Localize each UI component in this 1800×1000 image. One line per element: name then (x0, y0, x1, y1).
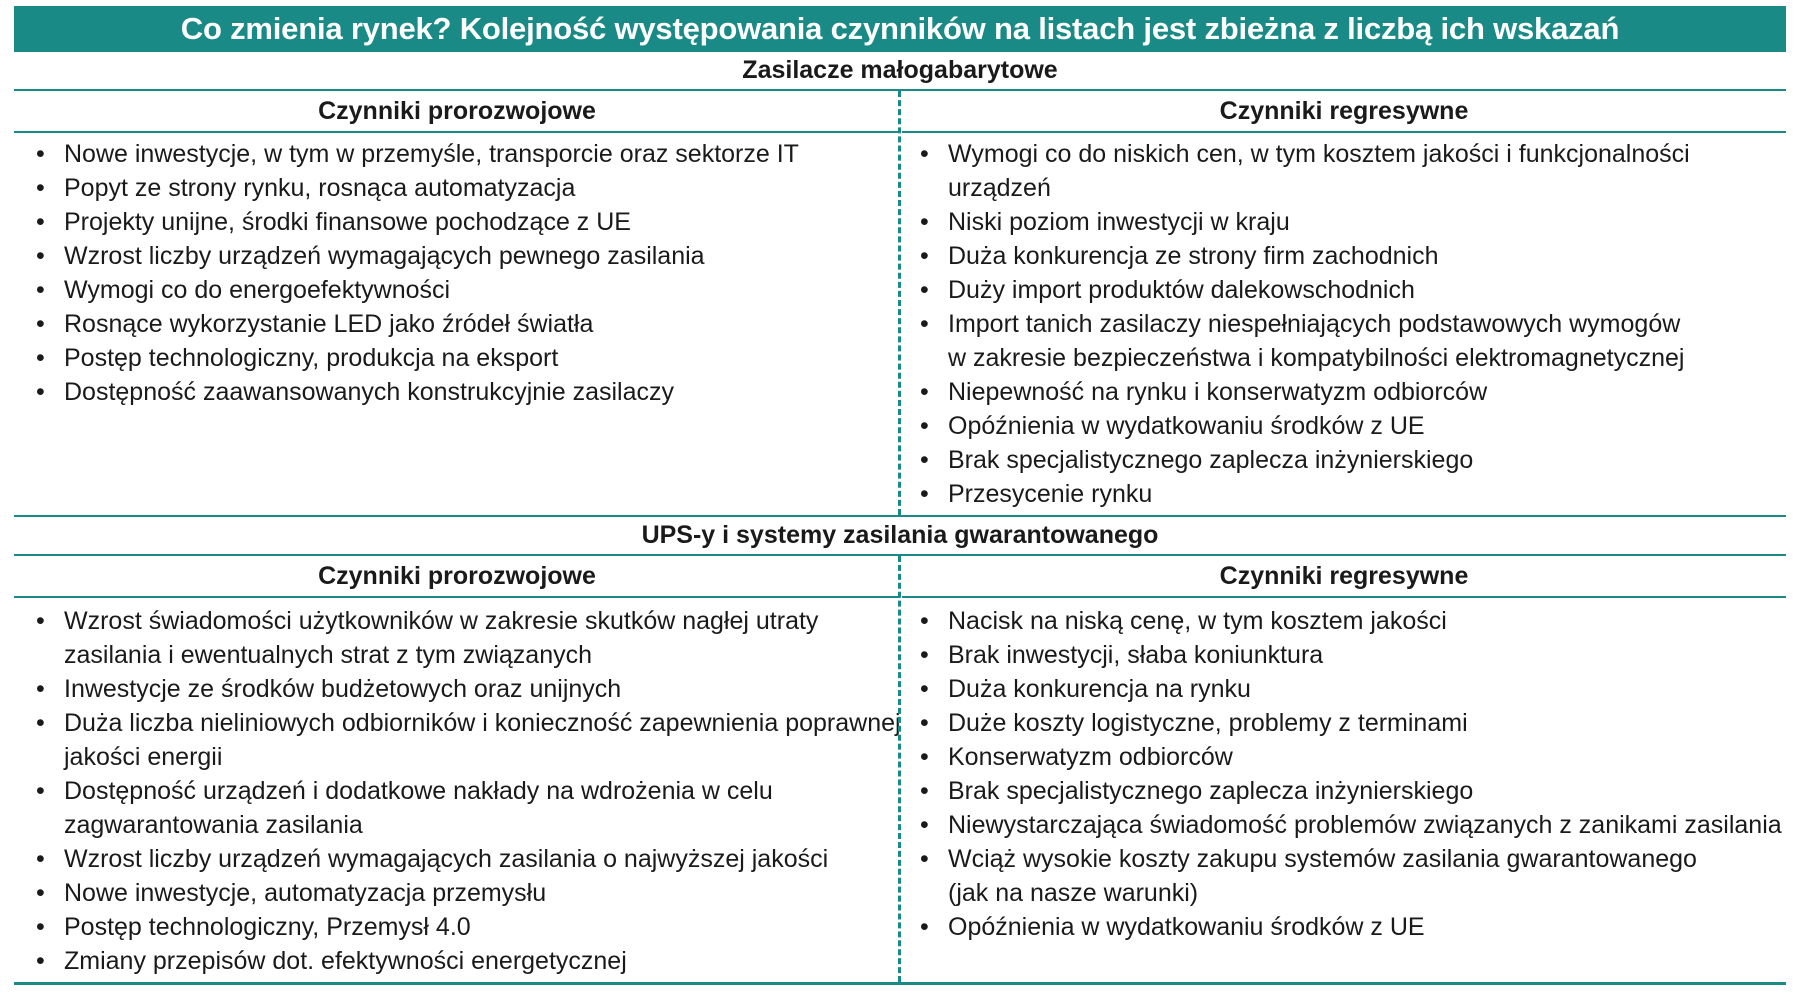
column-header-pro-growth: Czynniki prorozwojowe (14, 91, 900, 133)
list-item-text (64, 706, 901, 774)
list-item-line: zasilania i ewentualnych strat z tym związanych (64, 641, 593, 669)
factors-table (14, 6, 1786, 985)
list-item (912, 740, 1786, 774)
list-item (912, 842, 1786, 910)
list-item (28, 910, 900, 944)
list-item-text: Postęp technologiczny, produkcja na eksport (64, 344, 559, 372)
list-item-text (948, 808, 1782, 842)
list-item-line: • Wymogi co do niskich cen, w tym kosztem jakości i funkcjonalności (948, 140, 1690, 168)
list-item-text (948, 604, 1447, 638)
list-item (28, 876, 900, 910)
list-item (28, 604, 900, 672)
section-title: Zasilacze małogabarytowe (14, 52, 1786, 91)
list-item-line: zagwarantowania zasilania (64, 811, 363, 839)
column-header-regressive: Czynniki regresywne (902, 556, 1786, 598)
list-item-text (64, 944, 627, 978)
list-item (912, 443, 1786, 477)
list-item (912, 706, 1786, 740)
list-item-line: • Przesycenie rynku (948, 480, 1153, 508)
list-item-line: • Nacisk na niską cenę, w tym kosztem jakości (948, 607, 1447, 635)
factor-list (14, 133, 900, 413)
list-item-line: • Niewystarczająca świadomość problemów związanych z zanikami zasilania (948, 811, 1782, 839)
list-item (912, 604, 1786, 638)
section-title: UPS-y i systemy zasilania gwarantowanego (14, 517, 1786, 556)
list-item-text: Projekty unijne, środki finansowe pochodzące z UE (64, 208, 631, 236)
list-item-line: • Wciąż wysokie koszty zakupu systemów zasilania gwarantowanego (948, 845, 1697, 873)
regressive-column (900, 556, 1786, 982)
list-item-line: • Dostępność urządzeń i dodatkowe nakłady na wdrożenia w celu (64, 777, 773, 805)
list-item (912, 375, 1786, 409)
pro-growth-column (14, 556, 900, 982)
list-item-text (948, 706, 1468, 740)
list-item-line: • Konserwatyzm odbiorców (948, 743, 1233, 771)
list-item-line: • Opóźnienia w wydatkowaniu środków z UE (948, 913, 1425, 941)
section-columns (14, 91, 1786, 515)
list-item-text: Popyt ze strony rynku, rosnąca automatyzacja (64, 174, 576, 202)
list-item-text (64, 672, 621, 706)
list-item-line: (jak na nasze warunki) (948, 879, 1199, 907)
list-item (28, 672, 900, 706)
list-item (28, 307, 900, 341)
list-item-text (64, 910, 471, 944)
list-item (28, 137, 900, 171)
table-title: Co zmienia rynek? Kolejność występowania czynników na listach jest zbieżna z liczbą ich wskazań (14, 6, 1786, 52)
list-item-text (64, 774, 773, 842)
list-item (28, 842, 900, 876)
list-item-text: Rosnące wykorzystanie LED jako źródeł światła (64, 310, 594, 338)
list-item (912, 239, 1786, 273)
section-small-power-supplies (14, 52, 1786, 515)
list-item-line: • Inwestycje ze środków budżetowych oraz unijnych (64, 675, 622, 703)
factor-list (902, 598, 1786, 948)
list-item-line: • Nowe inwestycje, automatyzacja przemysłu (64, 879, 547, 907)
list-item-text (64, 876, 546, 910)
list-item-text (948, 477, 1152, 511)
list-item (28, 706, 900, 774)
list-item (912, 205, 1786, 239)
list-item-text (948, 910, 1425, 944)
list-item-text (948, 443, 1473, 477)
list-item (912, 273, 1786, 307)
list-item-line: • Niepewność na rynku i konserwatyzm odbiorców (948, 378, 1488, 406)
list-item-text (948, 205, 1290, 239)
list-item-text (948, 740, 1233, 774)
list-item-line: • Wzrost świadomości użytkowników w zakresie skutków nagłej utraty (64, 607, 819, 635)
list-item (912, 137, 1786, 205)
list-item-line: • Brak specjalistycznego zaplecza inżynierskiego (948, 446, 1474, 474)
list-item-text (948, 672, 1251, 706)
factor-list (902, 133, 1786, 515)
list-item-line: • Import tanich zasilaczy niespełniających podstawowych wymogów (948, 310, 1681, 338)
list-item-line: • Postęp technologiczny, Przemysł 4.0 (64, 913, 471, 941)
list-item-line: • Duża konkurencja na rynku (948, 675, 1251, 703)
list-item-text (948, 307, 1684, 375)
list-item-text: Wymogi co do energoefektywności (64, 276, 451, 304)
list-item-line: jakości energii (64, 743, 223, 771)
list-item (912, 409, 1786, 443)
section-columns (14, 556, 1786, 985)
list-item (28, 944, 900, 978)
list-item (28, 273, 900, 307)
column-header-regressive: Czynniki regresywne (902, 91, 1786, 133)
list-item-text: Wzrost liczby urządzeń wymagających pewnego zasilania (64, 242, 705, 270)
list-item-text (948, 638, 1323, 672)
list-item-line: • Opóźnienia w wydatkowaniu środków z UE (948, 412, 1425, 440)
list-item-line: • Wzrost liczby urządzeń wymagających zasilania o najwyższej jakości (64, 845, 829, 873)
list-item (28, 341, 900, 375)
list-item-text (948, 375, 1487, 409)
pro-growth-column (14, 91, 900, 515)
list-item-line: • Brak specjalistycznego zaplecza inżynierskiego (948, 777, 1474, 805)
list-item (912, 672, 1786, 706)
list-item-line: urządzeń (948, 174, 1051, 202)
list-item (912, 638, 1786, 672)
list-item-text (948, 409, 1425, 443)
list-item-line: • Brak inwestycji, słaba koniunktura (948, 641, 1324, 669)
column-header-pro-growth: Czynniki prorozwojowe (14, 556, 900, 598)
list-item-line: • Zmiany przepisów dot. efektywności energetycznej (64, 947, 627, 975)
section-ups-systems (14, 515, 1786, 985)
list-item-text (948, 774, 1473, 808)
list-item-line: • Niski poziom inwestycji w kraju (948, 208, 1290, 236)
list-item (912, 477, 1786, 511)
list-item-text (948, 273, 1415, 307)
list-item-text: Dostępność zaawansowanych konstrukcyjnie zasilaczy (64, 378, 675, 406)
list-item-text (64, 604, 818, 672)
list-item-text (948, 239, 1439, 273)
list-item (28, 774, 900, 842)
list-item-text (948, 842, 1697, 910)
list-item (28, 375, 900, 409)
regressive-column (900, 91, 1786, 515)
list-item (912, 808, 1786, 842)
list-item-line: • Duży import produktów dalekowschodnich (948, 276, 1415, 304)
list-item-text (948, 137, 1690, 205)
list-item-text (64, 842, 828, 876)
list-item (28, 171, 900, 205)
factor-list (14, 598, 900, 982)
list-item-line: • Duża liczba nieliniowych odbiorników i konieczność zapewnienia poprawnej (64, 709, 901, 737)
list-item (912, 307, 1786, 375)
list-item-line: • Duże koszty logistyczne, problemy z terminami (948, 709, 1468, 737)
list-item-line: • Duża konkurencja ze strony firm zachodnich (948, 242, 1439, 270)
list-item (912, 910, 1786, 944)
list-item (912, 774, 1786, 808)
list-item (28, 239, 900, 273)
list-item (28, 205, 900, 239)
list-item-text: Nowe inwestycje, w tym w przemyśle, transporcie oraz sektorze IT (64, 140, 799, 168)
list-item-line: w zakresie bezpieczeństwa i kompatybilności elektromagnetycznej (948, 344, 1685, 372)
